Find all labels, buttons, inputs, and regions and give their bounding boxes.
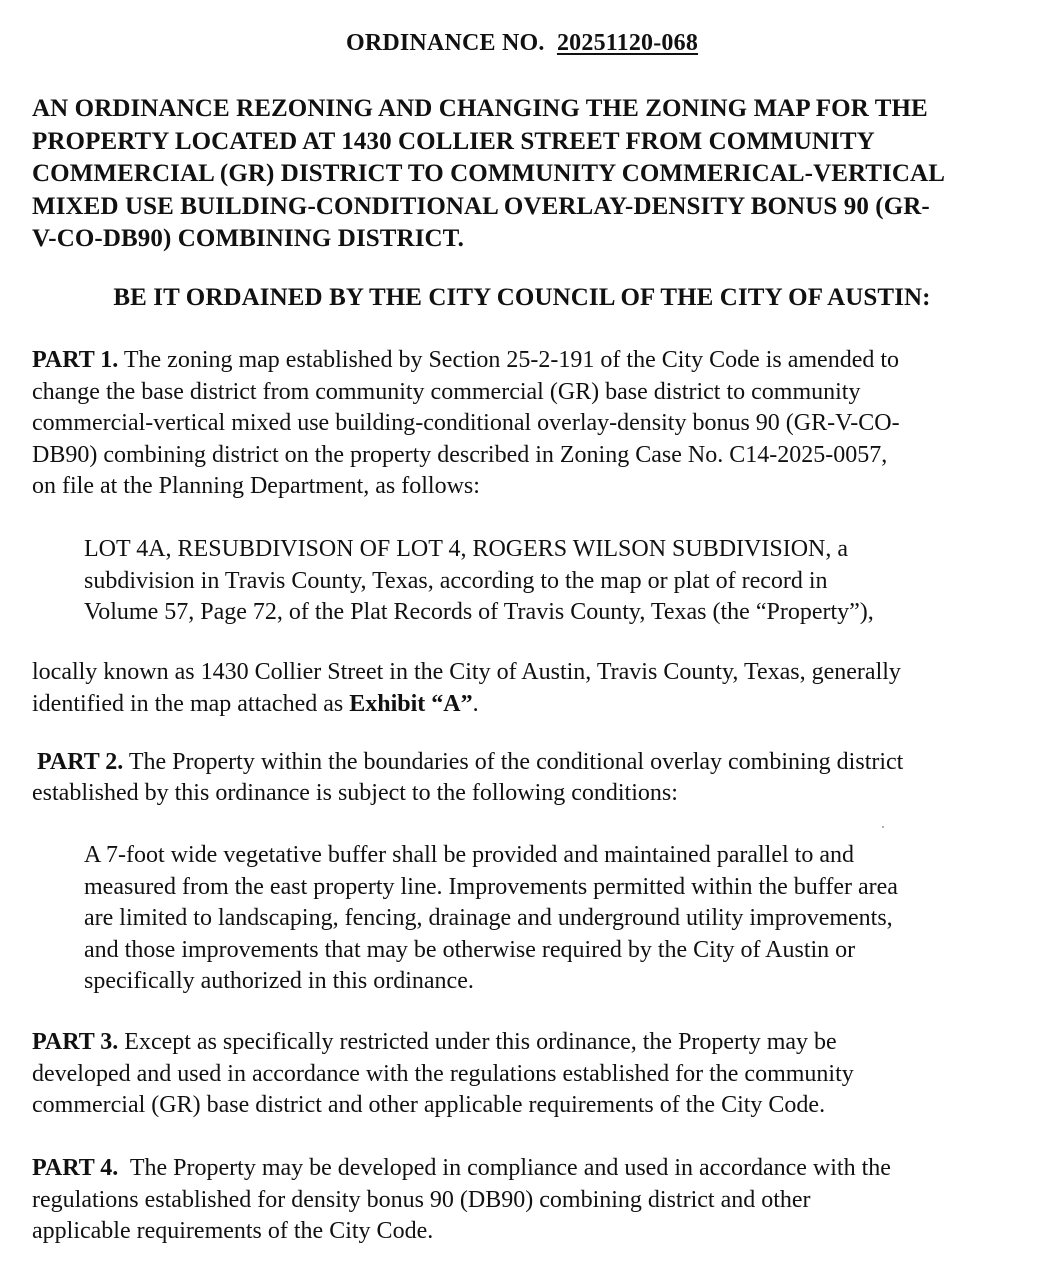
part-3-line: developed and used in accordance with the regulations established for the community <box>32 1060 854 1087</box>
legal-description-line: LOT 4A, RESUBDIVISON OF LOT 4, ROGERS WILSON SUBDIVISION, a <box>84 536 849 562</box>
ordinance-number: 20251120-068 <box>556 30 699 56</box>
condition-line: A 7-foot wide vegetative buffer shall be provided and maintained parallel to and <box>84 842 854 868</box>
condition-line: are limited to landscaping, fencing, drainage and underground utility improvements, <box>84 905 893 931</box>
part-2-first-text: The Property within the boundaries of the conditional overlay combining district <box>123 749 904 775</box>
conditions-block <box>84 840 1024 998</box>
condition-line: measured from the east property line. Improvements permitted within the buffer area <box>84 873 898 900</box>
ordinance-title-label: ORDINANCE NO. <box>345 30 545 56</box>
condition-line: and those improvements that may be otherwise required by the City of Austin or <box>84 936 856 963</box>
part-2 <box>37 747 1037 779</box>
part-3 <box>32 1027 1032 1122</box>
part-1-first-line <box>32 345 1032 377</box>
part-2-line: established by this ordinance is subject to the following conditions: <box>32 780 678 806</box>
heading-line: PROPERTY LOCATED AT 1430 COLLIER STREET FROM COMMUNITY <box>32 127 875 155</box>
part-4-first-line <box>32 1153 1032 1185</box>
part-3-first-text: Except as specifically restricted under this ordinance, the Property may be <box>118 1029 837 1055</box>
locally-known-line: locally known as 1430 Collier Street in the City of Austin, Travis County, Texas, generally <box>32 659 901 685</box>
condition-line: specifically authorized in this ordinance. <box>84 968 474 994</box>
legal-description-line: Volume 57, Page 72, of the Plat Records of Travis County, Texas (the “Property”), <box>84 599 874 625</box>
part-3-first-line <box>32 1027 1032 1059</box>
heading-line: V-CO-DB90) COMBINING DISTRICT. <box>32 225 464 252</box>
part-3-label: PART 3. <box>32 1029 119 1055</box>
scan-speck <box>882 826 884 828</box>
part-4-label: PART 4. <box>32 1155 119 1181</box>
identified-prefix: identified in the map attached as <box>32 690 350 717</box>
legal-description-line: subdivision in Travis County, Texas, according to the map or plat of record in <box>84 567 828 594</box>
exhibit-a-reference: Exhibit “A” <box>349 690 473 717</box>
identified-line <box>32 689 1032 721</box>
heading-line: COMMERCIAL (GR) DISTRICT TO COMMUNITY COMMERICAL-VERTICAL <box>32 160 945 187</box>
part-2-first-line <box>37 747 1037 779</box>
part-2-continued <box>32 778 1032 810</box>
locally-known-paragraph <box>32 657 1032 720</box>
part-1-line: change the base district from community commercial (GR) base district to community <box>32 378 861 405</box>
part-1-line: DB90) combining district on the property described in Zoning Case No. C14-2025-0057, <box>32 441 888 468</box>
part-4 <box>32 1153 1032 1248</box>
enacting-clause: BE IT ORDAINED BY THE CITY COUNCIL OF THE CITY OF AUSTIN: <box>113 284 931 311</box>
heading-line: AN ORDINANCE REZONING AND CHANGING THE ZONING MAP FOR THE <box>32 95 928 122</box>
ordinance-heading <box>32 93 1032 256</box>
part-1-label: PART 1. <box>32 347 119 373</box>
part-4-line: regulations established for density bonus 90 (DB90) combining district and other <box>32 1186 811 1213</box>
part-4-first-text: The Property may be developed in compliance and used in accordance with the <box>118 1155 891 1181</box>
part-1 <box>32 345 1032 503</box>
heading-line: MIXED USE BUILDING-CONDITIONAL OVERLAY-DENSITY BONUS 90 (GR- <box>32 192 930 220</box>
identified-suffix: . <box>472 690 479 717</box>
part-1-first-text: The zoning map established by Section 25-2-191 of the City Code is amended to <box>118 347 900 373</box>
part-4-line: applicable requirements of the City Code. <box>32 1218 434 1244</box>
legal-description <box>84 534 1024 629</box>
part-1-line: commercial-vertical mixed use building-conditional overlay-density bonus 90 (GR-V-CO- <box>32 410 900 436</box>
part-2-label: PART 2. <box>37 749 124 775</box>
ordinance-title <box>0 30 1044 57</box>
part-3-line: commercial (GR) base district and other applicable requirements of the City Code. <box>32 1092 826 1118</box>
part-1-line: on file at the Planning Department, as follows: <box>32 473 480 499</box>
